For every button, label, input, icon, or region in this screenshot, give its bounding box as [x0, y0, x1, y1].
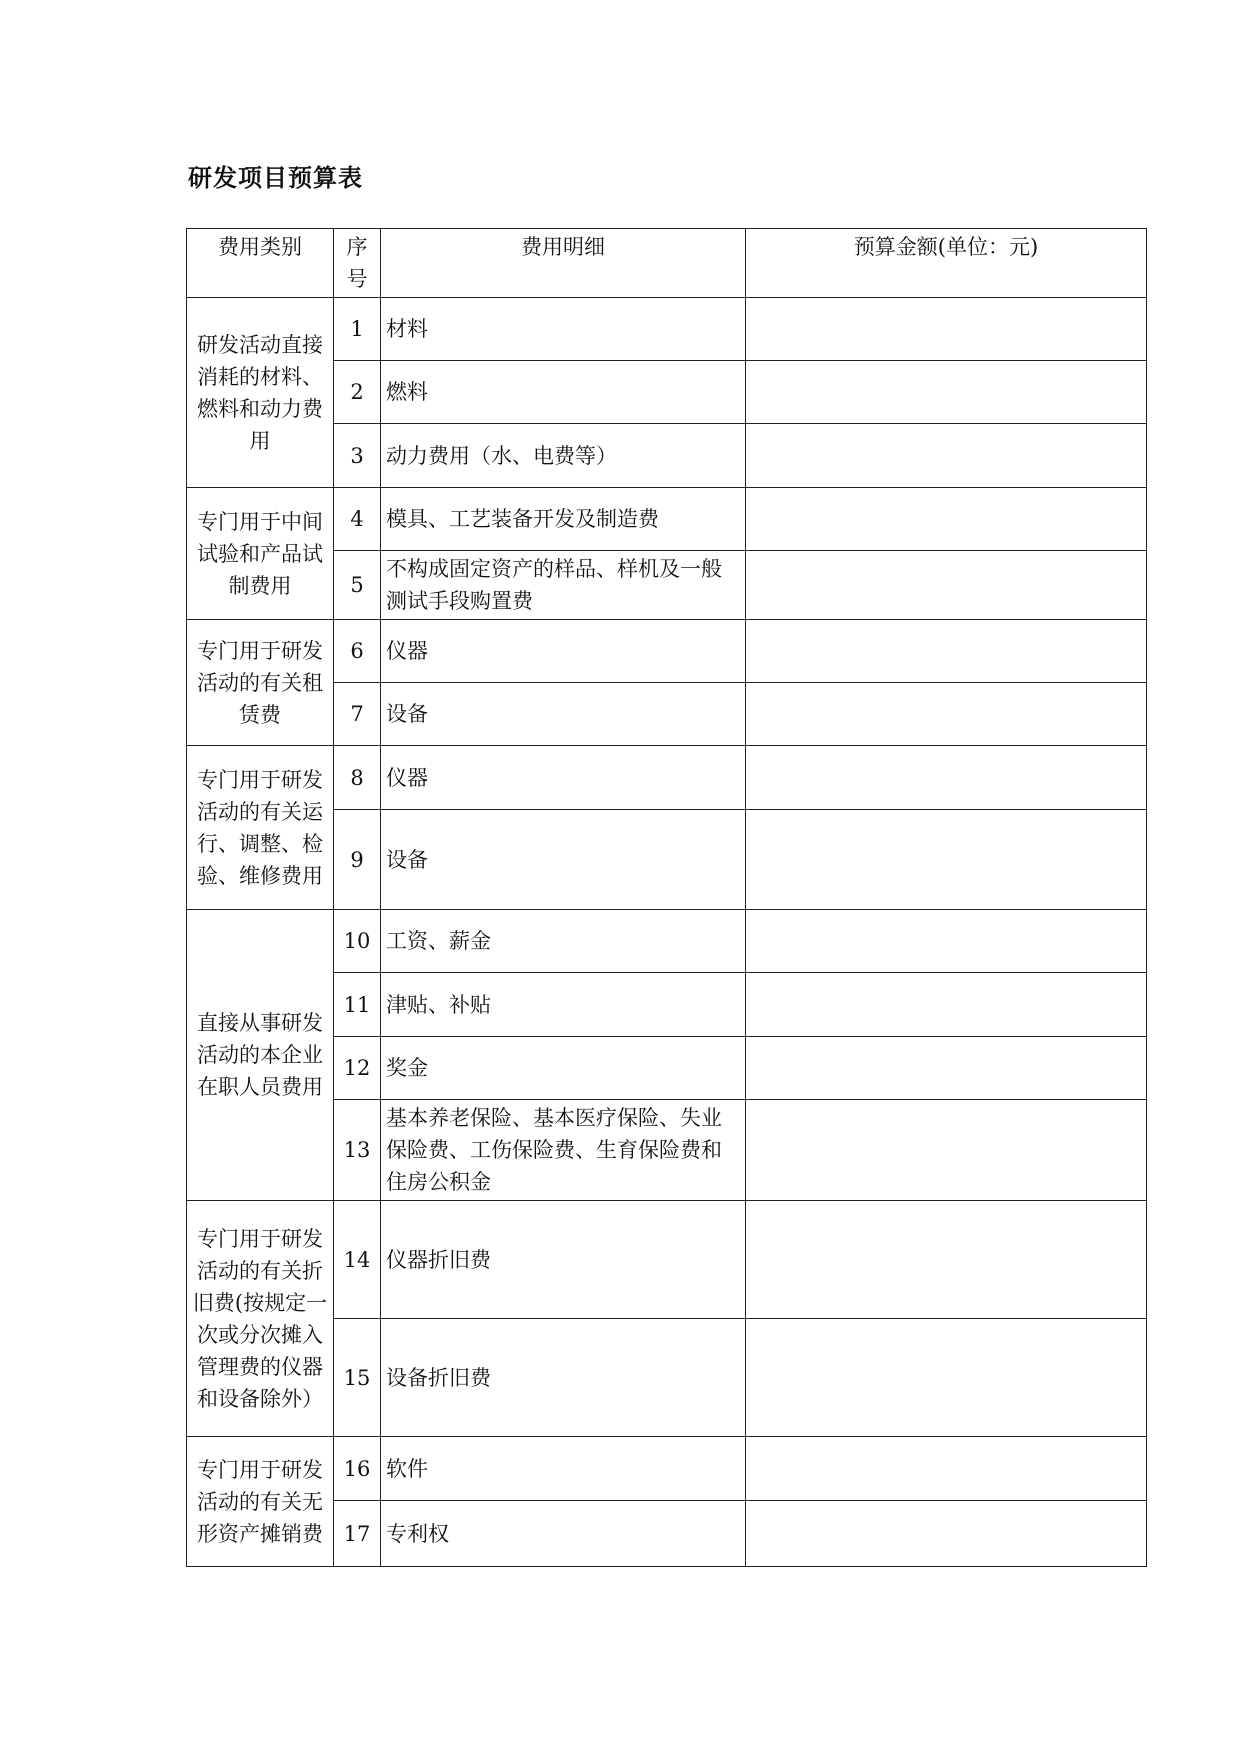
table-row: [187, 1437, 1147, 1501]
detail-cell: 软件: [381, 1437, 746, 1501]
table-row: [187, 746, 1147, 810]
detail-cell: 奖金: [381, 1037, 746, 1100]
amount-cell[interactable]: [746, 810, 1147, 910]
amount-cell[interactable]: [746, 361, 1147, 424]
amount-cell[interactable]: [746, 1201, 1147, 1319]
page-title: 研发项目预算表: [188, 163, 363, 192]
category-cell: 专门用于研发活动的有关运行、调整、检验、维修费用: [187, 746, 334, 910]
amount-cell[interactable]: [746, 910, 1147, 973]
detail-cell: 仪器: [381, 746, 746, 810]
detail-cell: 动力费用（水、电费等）: [381, 424, 746, 488]
table-row: [187, 1201, 1147, 1319]
detail-cell: 燃料: [381, 361, 746, 424]
seq-cell: 3: [334, 424, 381, 488]
detail-cell: 仪器折旧费: [381, 1201, 746, 1319]
amount-cell[interactable]: [746, 683, 1147, 746]
seq-cell: 8: [334, 746, 381, 810]
table-row: [187, 488, 1147, 551]
table-row: [187, 910, 1147, 973]
header-detail: 费用明细: [381, 229, 746, 298]
amount-cell[interactable]: [746, 1037, 1147, 1100]
detail-cell: 基本养老保险、基本医疗保险、失业保险费、工伤保险费、生育保险费和住房公积金: [381, 1100, 746, 1201]
amount-cell[interactable]: [746, 1319, 1147, 1437]
header-row: [187, 229, 1147, 298]
amount-cell[interactable]: [746, 1100, 1147, 1201]
detail-cell: 设备折旧费: [381, 1319, 746, 1437]
amount-cell[interactable]: [746, 973, 1147, 1037]
detail-cell: 仪器: [381, 620, 746, 683]
category-cell: 直接从事研发活动的本企业在职人员费用: [187, 910, 334, 1201]
seq-cell: 2: [334, 361, 381, 424]
amount-cell[interactable]: [746, 488, 1147, 551]
category-cell: 专门用于中间试验和产品试制费用: [187, 488, 334, 620]
category-cell: 专门用于研发活动的有关无形资产摊销费: [187, 1437, 334, 1567]
amount-cell[interactable]: [746, 298, 1147, 361]
amount-cell[interactable]: [746, 1437, 1147, 1501]
table-row: [187, 620, 1147, 683]
detail-cell: 设备: [381, 683, 746, 746]
detail-cell: 材料: [381, 298, 746, 361]
detail-cell: 津贴、补贴: [381, 973, 746, 1037]
category-cell: 专门用于研发活动的有关租赁费: [187, 620, 334, 746]
seq-cell: 11: [334, 973, 381, 1037]
header-amount: 预算金额(单位：元): [746, 229, 1147, 298]
seq-cell: 14: [334, 1201, 381, 1319]
amount-cell[interactable]: [746, 424, 1147, 488]
detail-cell: 工资、薪金: [381, 910, 746, 973]
amount-cell[interactable]: [746, 746, 1147, 810]
category-cell: 专门用于研发活动的有关折旧费(按规定一次或分次摊入管理费的仪器和设备除外）: [187, 1201, 334, 1437]
amount-cell[interactable]: [746, 551, 1147, 620]
header-seq: 序 号: [334, 229, 381, 298]
category-cell: 研发活动直接消耗的材料、燃料和动力费用: [187, 298, 334, 488]
header-category: 费用类别: [187, 229, 334, 298]
table-row: [187, 298, 1147, 361]
seq-cell: 13: [334, 1100, 381, 1201]
seq-cell: 5: [334, 551, 381, 620]
detail-cell: 模具、工艺装备开发及制造费: [381, 488, 746, 551]
seq-cell: 12: [334, 1037, 381, 1100]
seq-cell: 7: [334, 683, 381, 746]
seq-cell: 4: [334, 488, 381, 551]
seq-cell: 16: [334, 1437, 381, 1501]
seq-cell: 17: [334, 1501, 381, 1567]
detail-cell: 专利权: [381, 1501, 746, 1567]
amount-cell[interactable]: [746, 620, 1147, 683]
detail-cell: 不构成固定资产的样品、样机及一般测试手段购置费: [381, 551, 746, 620]
seq-cell: 10: [334, 910, 381, 973]
detail-cell: 设备: [381, 810, 746, 910]
amount-cell[interactable]: [746, 1501, 1147, 1567]
budget-table: [186, 228, 1147, 1567]
seq-cell: 15: [334, 1319, 381, 1437]
seq-cell: 6: [334, 620, 381, 683]
seq-cell: 1: [334, 298, 381, 361]
seq-cell: 9: [334, 810, 381, 910]
